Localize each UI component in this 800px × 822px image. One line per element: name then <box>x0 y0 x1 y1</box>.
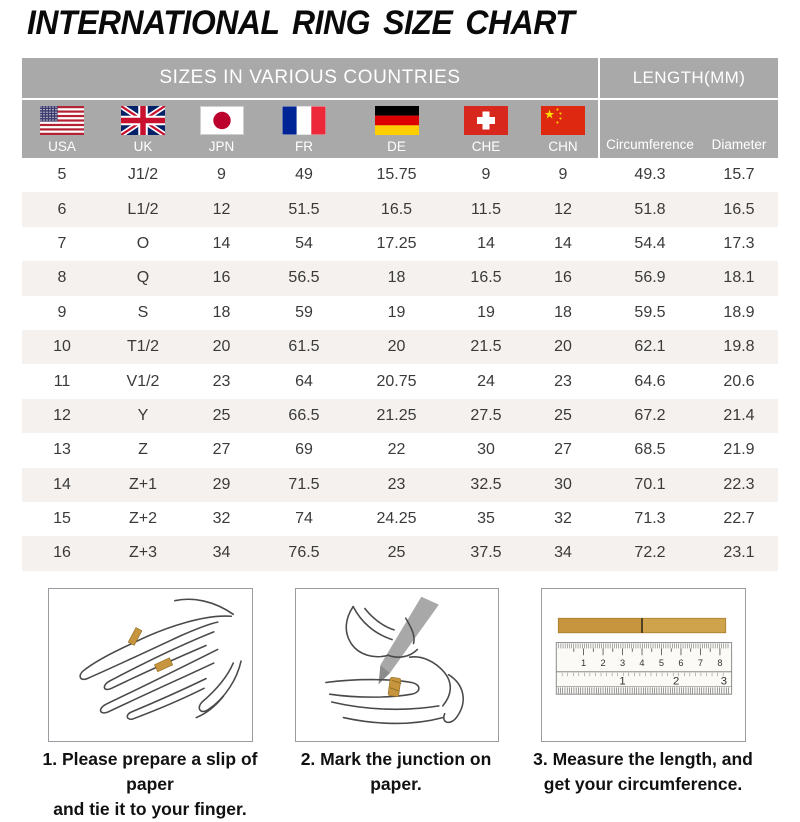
table-cell: 49.3 <box>634 166 666 184</box>
table-cell: 25 <box>554 406 572 424</box>
table-group-header-row <box>22 58 778 98</box>
table-cell: 21.5 <box>470 338 502 356</box>
ruler-cm-number: 3 <box>619 657 626 668</box>
table-cell: 5 <box>57 166 67 184</box>
table-cell: 21.4 <box>723 406 755 424</box>
ruler-cm-number: 4 <box>639 657 645 668</box>
table-cell: 62.1 <box>634 338 666 356</box>
table-cell: 10 <box>53 338 71 356</box>
column-label-usa: USA <box>48 139 76 154</box>
table-cell: 19 <box>387 303 406 321</box>
table-cell: 64.6 <box>634 372 666 390</box>
table-cell: 8 <box>57 269 67 287</box>
table-cell: 23.1 <box>723 544 755 562</box>
table-cell: 27 <box>212 441 231 459</box>
table-row <box>22 399 778 433</box>
table-cell: 9 <box>57 303 67 321</box>
ruler-inch-number: 1 <box>619 675 626 688</box>
table-cell: 24.25 <box>376 510 417 528</box>
table-cell: 14 <box>53 475 71 493</box>
table-cell: 18.9 <box>723 303 755 321</box>
length-group-header: LENGTH(MM) <box>600 58 778 98</box>
table-cell: S <box>137 303 149 321</box>
table-row <box>22 502 778 536</box>
table-cell: 7 <box>57 234 67 252</box>
table-cell: 59 <box>295 303 313 321</box>
countries-group-header: SIZES IN VARIOUS COUNTRIES <box>22 58 598 98</box>
marking-paper-with-pen-icon <box>296 589 496 739</box>
table-row <box>22 364 778 398</box>
table-cell: 30 <box>554 475 572 493</box>
table-cell: 23 <box>387 475 406 493</box>
table-cell: 6 <box>57 200 67 218</box>
ring-size-table <box>22 58 778 571</box>
table-row <box>22 433 778 467</box>
column-header-de <box>349 100 444 158</box>
table-cell: 22 <box>387 441 406 459</box>
table-cell: 14 <box>477 234 495 252</box>
table-cell: 25 <box>212 406 231 424</box>
column-header-che <box>444 100 528 158</box>
table-cell: 16 <box>554 269 572 287</box>
table-cell: 49 <box>295 166 313 184</box>
caption-line: 3. Measure the length, and <box>533 749 753 769</box>
instruction-2-caption <box>282 747 510 797</box>
table-cell: Z+3 <box>128 544 157 562</box>
table-cell: 18 <box>387 269 406 287</box>
caption-line: get your circumference. <box>543 774 743 794</box>
table-cell: 72.2 <box>634 544 666 562</box>
table-flag-header-row <box>22 100 778 158</box>
table-cell: Z <box>138 441 148 459</box>
column-label-che: CHE <box>471 139 501 154</box>
ruler-cm-number: 1 <box>580 657 587 668</box>
table-cell: 17.25 <box>376 234 417 252</box>
table-cell: L1/2 <box>127 200 159 218</box>
table-cell: O <box>136 234 150 252</box>
column-header-jpn <box>184 100 259 158</box>
table-cell: 34 <box>554 544 572 562</box>
instruction-3-illustration <box>541 588 746 742</box>
table-row <box>22 227 778 261</box>
table-cell: 71.5 <box>288 475 320 493</box>
uk-flag-icon <box>121 106 165 135</box>
table-cell: 32 <box>554 510 572 528</box>
table-cell: 32.5 <box>470 475 502 493</box>
table-cell: 19 <box>477 303 495 321</box>
table-cell: 66.5 <box>288 406 320 424</box>
table-cell: 22.3 <box>723 475 755 493</box>
paper-strip-right <box>643 619 725 633</box>
table-cell: 23 <box>554 372 572 390</box>
table-cell: 56.9 <box>634 269 666 287</box>
table-cell: 74 <box>295 510 313 528</box>
column-label-jpn: JPN <box>208 139 235 154</box>
table-cell: 9 <box>558 166 568 184</box>
instruction-1-caption <box>18 747 282 822</box>
instruction-1-illustration <box>48 588 253 742</box>
table-cell: 14 <box>212 234 231 252</box>
column-label-de: DE <box>387 139 406 154</box>
table-cell: 16.5 <box>380 200 413 218</box>
column-label-fr: FR <box>295 139 313 154</box>
caption-line: 2. Mark the junction on paper. <box>300 749 492 794</box>
germany-flag-icon <box>375 106 419 135</box>
table-cell: T1/2 <box>126 338 159 356</box>
table-cell: 15.75 <box>376 166 417 184</box>
table-cell: 27 <box>554 441 572 459</box>
table-cell: 18 <box>554 303 572 321</box>
table-cell: 24 <box>477 372 495 390</box>
table-cell: 61.5 <box>288 338 320 356</box>
instruction-3-caption <box>532 747 754 797</box>
table-row <box>22 192 778 226</box>
table-cell: 13 <box>53 441 71 459</box>
ruler-inch-number: 3 <box>720 675 727 688</box>
ruler-cm-number: 6 <box>678 657 684 668</box>
page-title: INTERNATIONAL RING SIZE CHART <box>27 4 575 42</box>
table-cell: 59.5 <box>634 303 666 321</box>
table-cell: 51.8 <box>634 200 666 218</box>
table-body <box>22 158 778 571</box>
instruction-2-illustration <box>295 588 499 742</box>
caption-line: and tie it to your finger. <box>53 799 247 819</box>
table-cell: 11.5 <box>471 200 501 218</box>
table-cell: 69 <box>295 441 313 459</box>
table-cell: 23 <box>212 372 231 390</box>
table-cell: J1/2 <box>127 166 159 184</box>
japan-flag-icon <box>200 106 244 135</box>
usa-flag-icon <box>40 106 84 135</box>
table-cell: 20 <box>554 338 572 356</box>
table-cell: 29 <box>212 475 231 493</box>
ruler-cm-number: 5 <box>658 657 665 668</box>
column-label-uk: UK <box>133 139 153 154</box>
table-row <box>22 536 778 570</box>
column-header-usa <box>22 100 102 158</box>
table-cell: 68.5 <box>634 441 666 459</box>
table-cell: 20 <box>212 338 231 356</box>
table-cell: 56.5 <box>288 269 320 287</box>
table-cell: 12 <box>554 200 572 218</box>
table-cell: 27.5 <box>470 406 502 424</box>
ruler-cm-number: 8 <box>717 657 723 668</box>
table-row <box>22 296 778 330</box>
table-cell: 35 <box>477 510 495 528</box>
table-cell: 16.5 <box>470 269 502 287</box>
column-header-fr <box>259 100 349 158</box>
column-header-uk <box>102 100 184 158</box>
table-row <box>22 158 778 192</box>
table-cell: 15.7 <box>723 166 755 184</box>
table-cell: 20 <box>387 338 406 356</box>
table-cell: 14 <box>554 234 572 252</box>
ruler-cm-number: 2 <box>600 657 606 668</box>
table-cell: 34 <box>212 544 231 562</box>
table-cell: V1/2 <box>126 372 160 390</box>
table-cell: 54 <box>295 234 313 252</box>
column-header-circumference: Circumference <box>600 100 700 158</box>
china-flag-icon <box>541 106 585 135</box>
caption-line: 1. Please prepare a slip of paper <box>42 749 258 794</box>
table-cell: 17.3 <box>723 234 755 252</box>
table-cell: 16 <box>53 544 71 562</box>
table-cell: 30 <box>477 441 495 459</box>
table-cell: 21.9 <box>723 441 755 459</box>
ruler-cm-number: 7 <box>697 657 704 668</box>
table-cell: 16 <box>212 269 231 287</box>
table-cell: 22.7 <box>723 510 755 528</box>
table-cell: 16.5 <box>723 200 755 218</box>
table-cell: 19.8 <box>723 338 755 356</box>
table-cell: 9 <box>481 166 491 184</box>
table-cell: 64 <box>295 372 313 390</box>
table-cell: 70.1 <box>634 475 666 493</box>
switzerland-flag-icon <box>464 106 508 135</box>
table-cell: 21.25 <box>376 406 417 424</box>
table-cell: 12 <box>212 200 231 218</box>
table-cell: 11 <box>53 372 71 390</box>
table-cell: Y <box>137 406 149 424</box>
table-row <box>22 468 778 502</box>
table-cell: 18.1 <box>723 269 755 287</box>
table-cell: 51.5 <box>288 200 320 218</box>
column-header-chn <box>528 100 598 158</box>
france-flag-icon <box>282 106 326 135</box>
hand-with-paper-slip-icon <box>49 589 250 739</box>
table-cell: Z+2 <box>128 510 157 528</box>
ruler-inch-number: 2 <box>672 675 680 688</box>
table-cell: 15 <box>53 510 71 528</box>
table-cell: 54.4 <box>634 234 666 252</box>
table-cell: 9 <box>217 166 226 184</box>
table-cell: 76.5 <box>288 544 320 562</box>
table-cell: 18 <box>212 303 231 321</box>
table-cell: 25 <box>387 544 406 562</box>
table-cell: 32 <box>212 510 231 528</box>
ruler-measure-icon <box>542 589 743 739</box>
column-label-chn: CHN <box>548 139 578 154</box>
column-header-diameter: Diameter <box>700 100 778 158</box>
table-row <box>22 330 778 364</box>
table-cell: 12 <box>53 406 71 424</box>
table-row <box>22 261 778 295</box>
table-cell: 20.75 <box>376 372 417 390</box>
table-cell: 20.6 <box>723 372 755 390</box>
table-cell: 67.2 <box>634 406 666 424</box>
table-cell: 71.3 <box>634 510 666 528</box>
table-cell: 37.5 <box>470 544 502 562</box>
table-cell: Q <box>136 269 150 287</box>
table-cell: Z+1 <box>128 475 157 493</box>
